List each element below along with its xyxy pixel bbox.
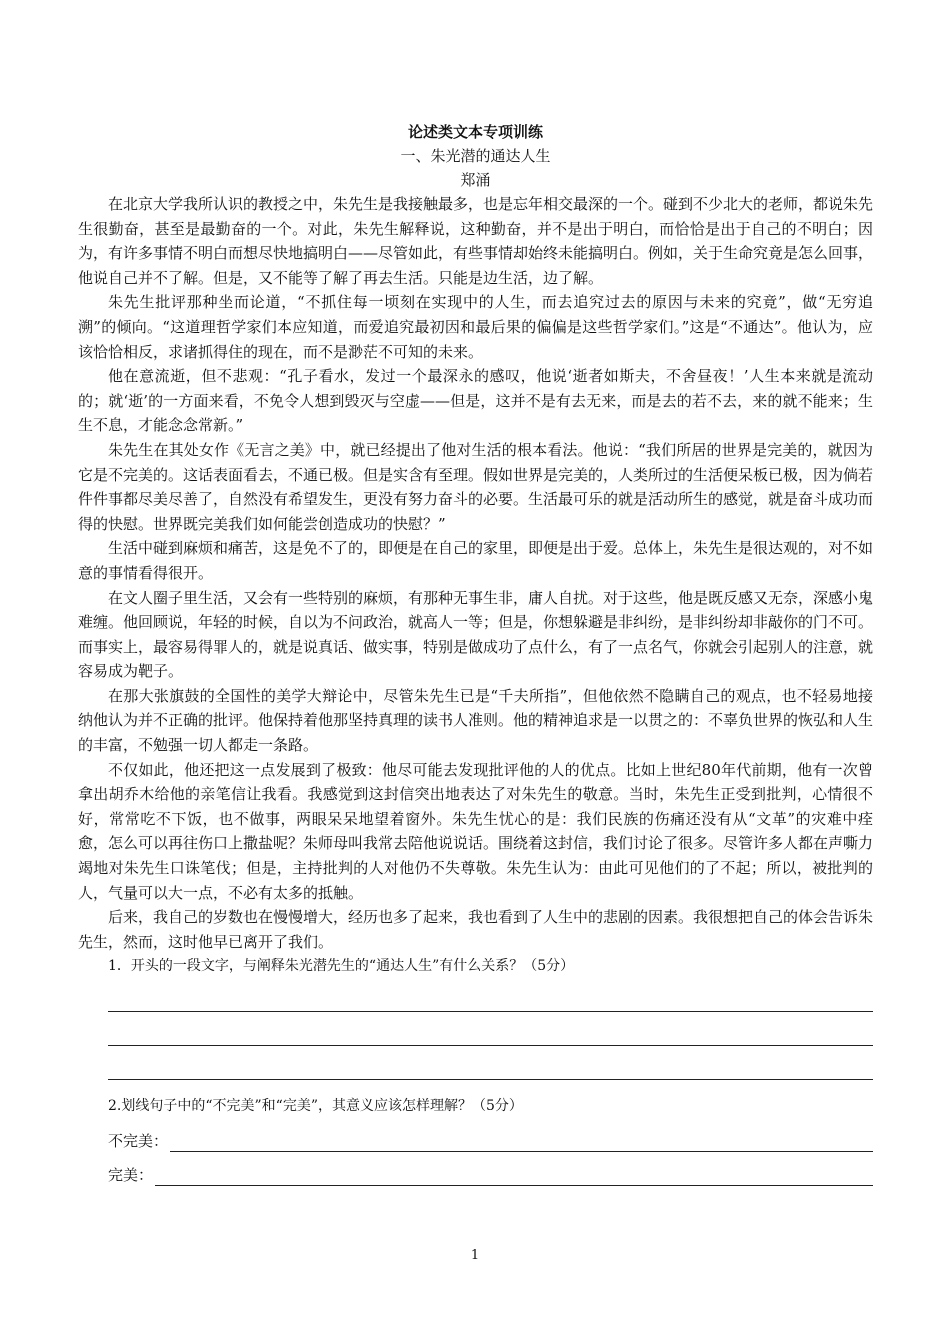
answer-line[interactable]	[108, 1046, 873, 1080]
paragraph: 在北京大学我所认识的教授之中，朱先生是我接触最多，也是忘年相交最深的一个。碰到不少北大的老师，都说朱先生很勤奋，甚至是最勤奋的一个。对此，朱先生解释说，这种勤奋，并不是出于明白，而恰恰是出于自己的不明白；因为，有许多事情不明白而想尽快地搞明白——尽管如此，有些事情却始终未能搞明白。例如，关于生命究竟是怎么回事，他说自己并不了解。但是，又不能等了解了再去生活。只能是边生活，边了解。	[78, 195, 874, 287]
imperfect-answer-line[interactable]	[170, 1129, 873, 1152]
question-2	[78, 1094, 873, 1186]
paragraph: 不仅如此，他还把这一点发展到了极致：他尽可能去发现批评他的人的优点。比如上世纪80年代前期，他有一次曾拿出胡乔木给他的亲笔信让我看。我感觉到这封信突出地表达了对朱先生的敬意。当时，朱先生正受到批判，心情很不好，常常吃不下饭，也不做事，两眼呆呆地望着窗外。朱先生忧心的是：我们民族的伤痛还没有从“文革”的灾难中痊愈，怎么可以再往伤口上撒盐呢？朱师母叫我常去陪他说说话。围绕着这封信，我们讨论了很多。尽管许多人都在声嘶力竭地对朱先生口诛笔伐；但是，主持批判的人对他仍不失尊敬。朱先生认为：由此可见他们的了不起；所以，被批判的人，气量可以大一点，不必有太多的抵触。	[78, 760, 874, 902]
article-author: 郑涌	[460, 171, 491, 189]
document-page	[78, 120, 873, 1186]
paragraph: 生活中碰到麻烦和痛苦，这是免不了的，即便是在自己的家里，即便是出于爱。总体上，朱先生是很达观的，对不如意的事情看得很开。	[78, 539, 874, 582]
imperfect-answer-row	[108, 1118, 873, 1152]
perfect-label: 完美：	[108, 1166, 154, 1185]
paragraph: 朱先生批评那种坐而论道，“不抓住每一顷刻在实现中的人生，而去追究过去的原因与未来的究竟”，做“无穷追溯”的倾向。“这道理哲学家们本应知道，而爱追究最初因和最后果的偏偏是这些哲学家们。”这是“不通达”。他认为，应该恰恰相反，求诸抓得住的现在，而不是渺茫不可知的未来。	[78, 293, 873, 361]
document-title: 论述类文本专项训练	[407, 123, 543, 141]
article-body	[78, 192, 873, 954]
imperfect-label: 不完美：	[108, 1132, 169, 1151]
paragraph: 朱先生在其处女作《无言之美》中，就已经提出了他对生活的根本看法。他说：“我们所居的世界是完美的，就因为它是不完美的。这话表面看去，不通已极。但是实含有至理。假如世界是完美的，人类所过的生活便呆板已极，因为倘若件件事都尽美尽善了，自然没有希望发生，更没有努力奋斗的必要。生活最可乐的就是活动所生的感觉，就是奋斗成功而得的快慰。世界既完美我们如何能尝创造成功的快慰？”	[78, 440, 874, 533]
perfect-answer-row	[108, 1152, 873, 1186]
paragraph: 后来，我自己的岁数也在慢慢增大，经历也多了起来，我也看到了人生中的悲剧的因素。我很想把自己的体会告诉朱先生，然而，这时他早已离开了我们。	[78, 908, 874, 951]
paragraph: 在文人圈子里生活，又会有一些特别的麻烦，有那种无事生非，庸人自扰。对于这些，他是既反感又无奈，深感小鬼难缠。他回顾说，年轻的时候，自以为不问政治，就高人一等；但是，你想躲避是非纠纷，是非纠纷却非敲你的门不可。而事实上，最容易得罪人的，就是说真话、做实事，特别是做成功了点什么，有了一点名气，你就会引起别人的注意，就容易成为靶子。	[78, 588, 874, 681]
paragraph: 他在意流逝，但不悲观：“孔子看水，发过一个最深永的感叹，他说‘逝者如斯夫，不舍昼夜！’人生本来就是流动的；就‘逝’的一方面来看，不免令人想到毁灭与空虚——但是，这并不是有去无来，而是去的若不去，来的就不能来；生生不息，才能念念常新。”	[78, 367, 873, 435]
question-1-text: 1．开头的一段文字，与阐释朱光潜先生的“通达人生”有什么关系？（5分）	[108, 958, 575, 975]
answer-line[interactable]	[108, 978, 873, 1012]
answer-line[interactable]	[108, 1012, 873, 1046]
page-number: 1	[470, 1248, 480, 1263]
perfect-answer-line[interactable]	[155, 1163, 873, 1186]
article-title: 一、朱光潜的通达人生	[400, 147, 551, 165]
question-1	[78, 954, 873, 1080]
paragraph: 在那大张旗鼓的全国性的美学大辩论中，尽管朱先生已是“千夫所指”，但他依然不隐瞒自己的观点，也不轻易地接纳他认为并不正确的批评。他保持着他那坚持真理的读书人准则。他的精神追求是一以贯之的：不辜负世界的恢弘和人生的丰富，不勉强一切人都走一条路。	[78, 686, 874, 755]
question-2-text: 2.划线句子中的“不完美”和“完美”，其意义应该怎样理解？（5分）	[108, 1098, 523, 1115]
